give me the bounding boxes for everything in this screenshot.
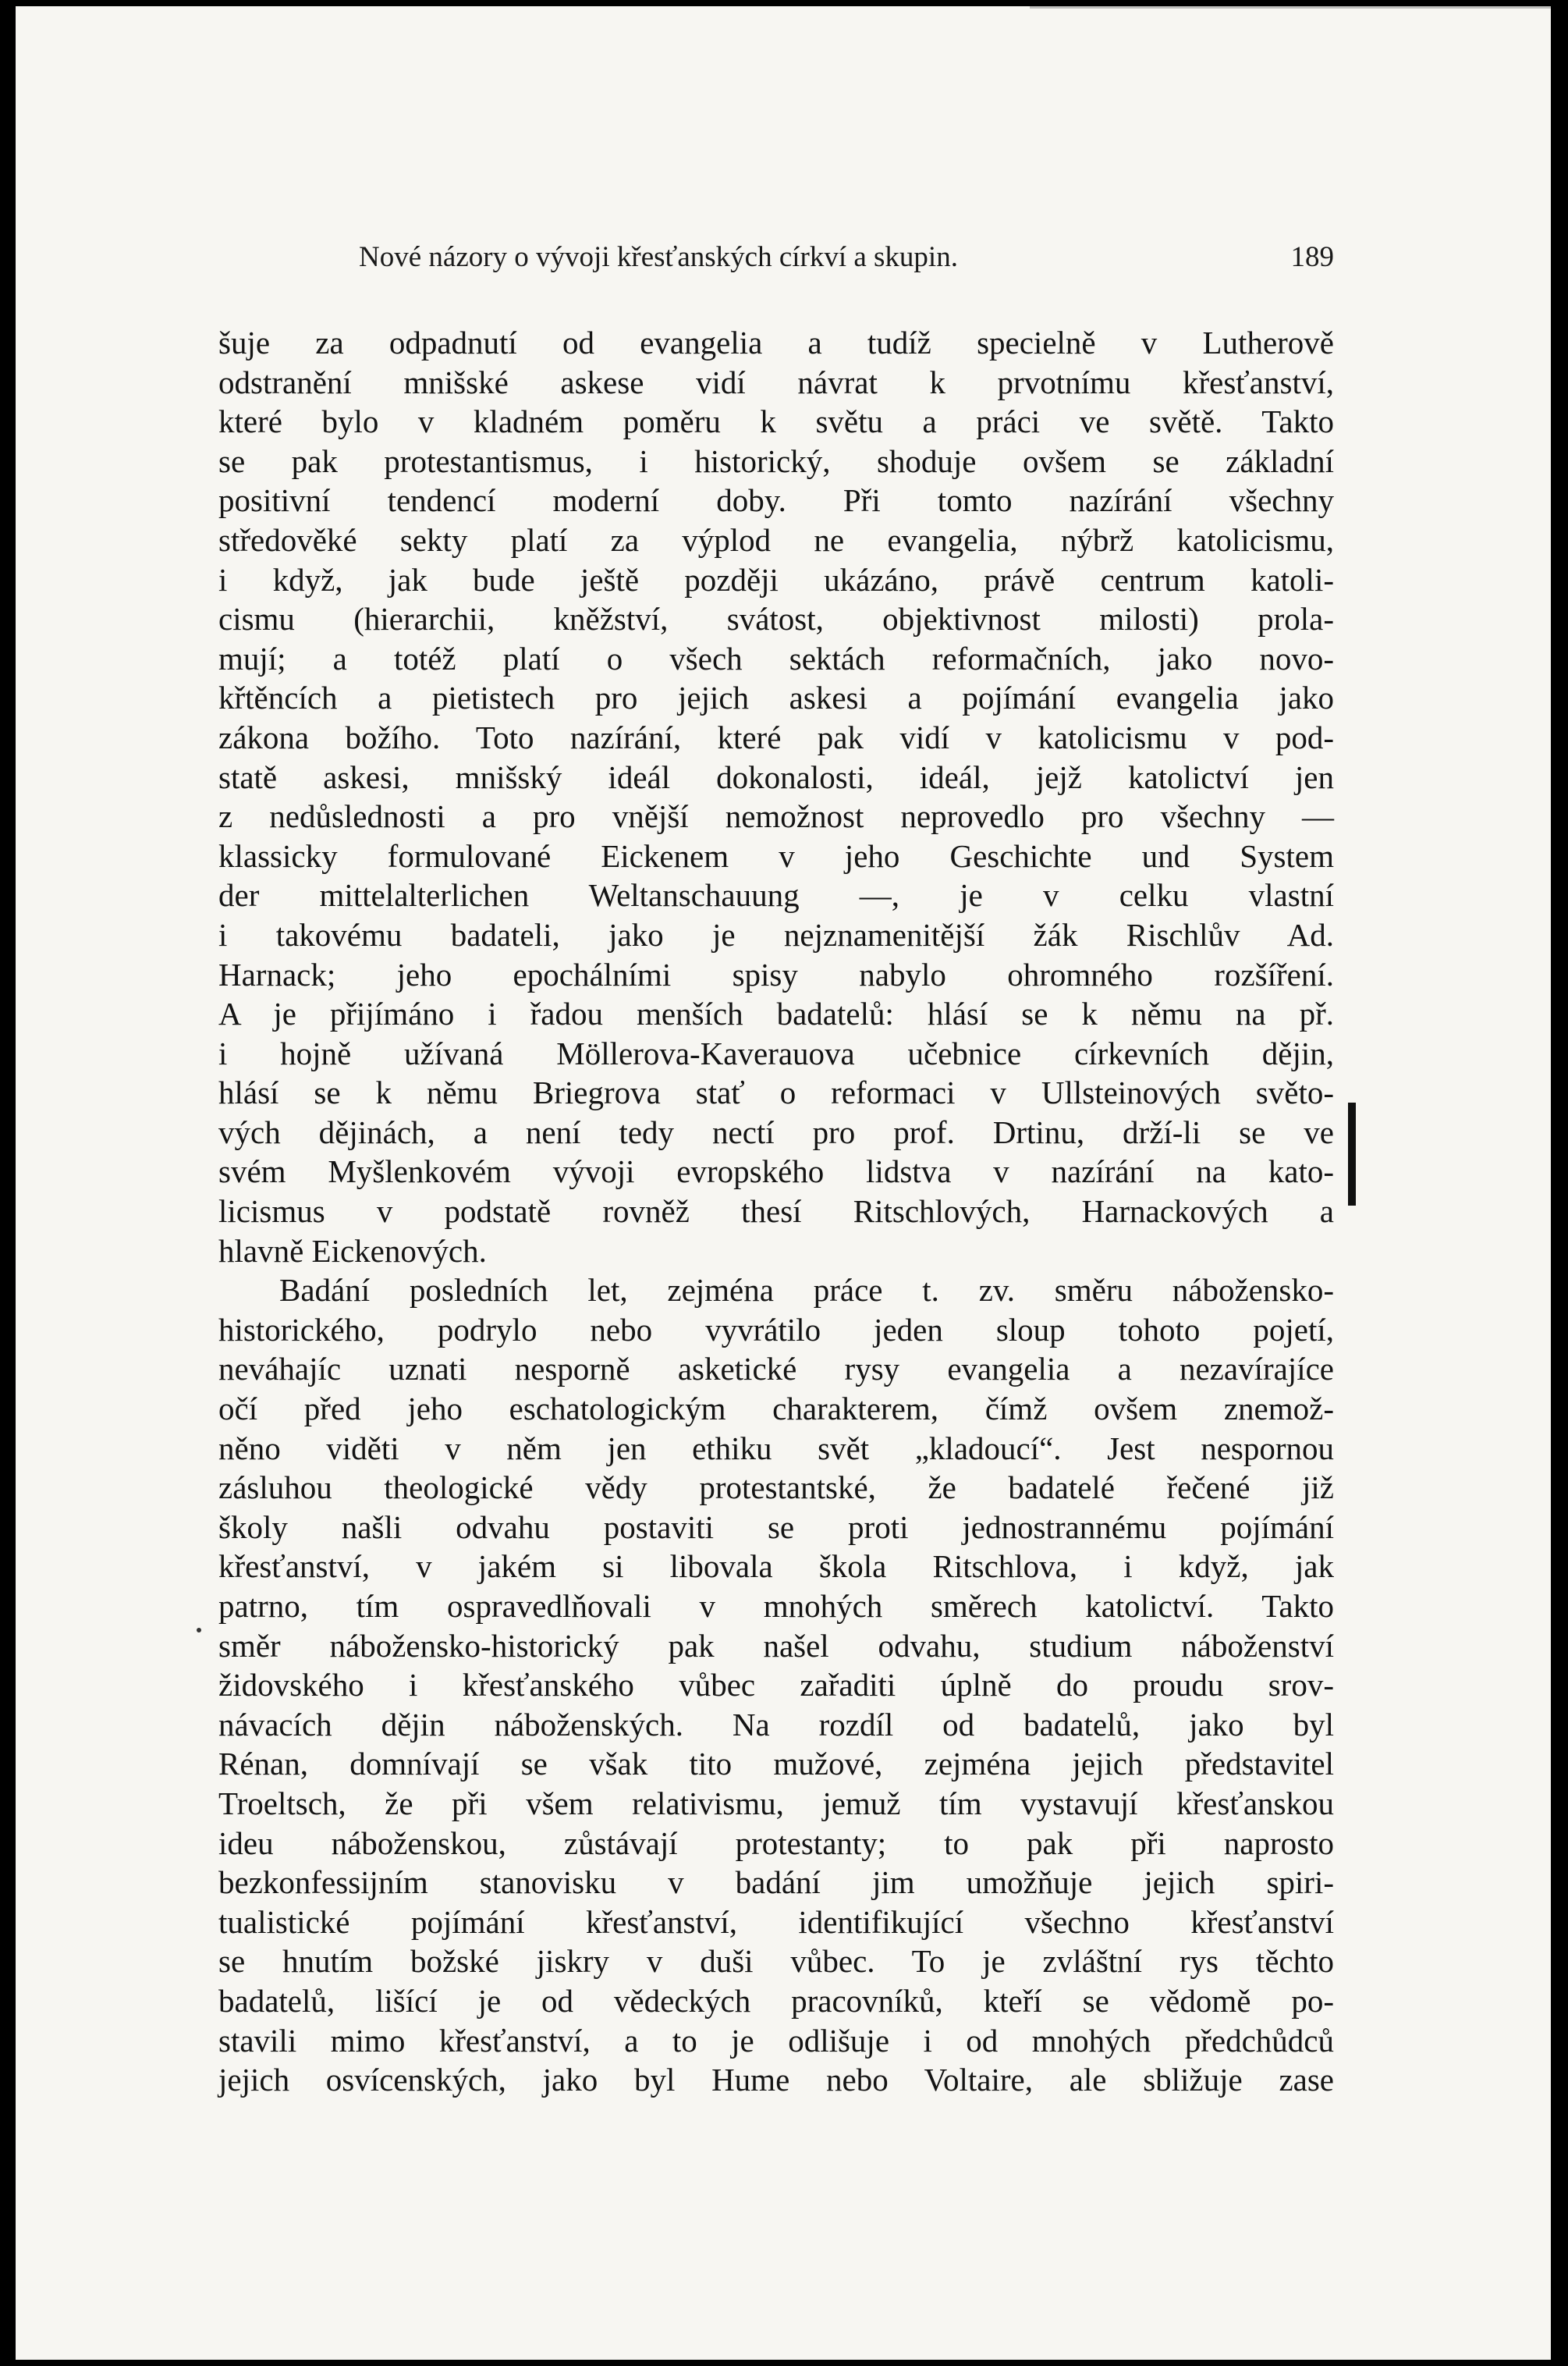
text-line: Harnack; jeho epochálními spisy nabylo ohromného rozšíření. (218, 956, 1334, 993)
text-line: šuje za odpadnutí od evangelia a tudíž specielně v Lutherově (218, 325, 1334, 361)
text-line: klassicky formulované Eickenem v jeho Geschichte und System (218, 837, 1334, 874)
text-line: z nedůslednosti a pro vnější nemožnost neprovedlo pro všechny — (218, 798, 1334, 835)
text-line: které bylo v kladném poměru k světu a práci ve světě. Takto (218, 403, 1334, 440)
text-line: křtěncích a pietistech pro jejich askesi a pojímání evangelia jako (218, 680, 1334, 716)
text-line: školy našli odvahu postaviti se proti jednostrannému pojímání (218, 1508, 1334, 1545)
text-line: křesťanství, v jakém si libovala škola Ritschlova, i když, jak (218, 1548, 1334, 1585)
text-line: i takovému badateli, jako je nejznamenitější žák Rischlův Ad. (218, 916, 1334, 953)
text-line: mují; a totéž platí o všech sektách reformačních, jako novo- (218, 640, 1334, 677)
text-line: směr nábožensko-historický pak našel odvahu, studium náboženství (218, 1627, 1334, 1664)
text-line: středověké sekty platí za výplod ne evangelia, nýbrž katolicismu, (218, 521, 1334, 558)
binding-edge-right (1551, 0, 1568, 2366)
binding-edge-left (0, 0, 16, 2366)
text-line: cismu (hierarchii, kněžství, svátost, objektivnost milosti) prola- (218, 601, 1334, 638)
text-line: i hojně užívaná Möllerova-Kaverauova učebnice církevních dějin, (218, 1035, 1334, 1071)
text-line: neváhajíc uznati nesporně asketické rysy evangelia a nezavírajíce (218, 1351, 1334, 1387)
text-line: statě askesi, mnišský ideál dokonalosti, ideál, jejž katolictví jen (218, 758, 1334, 795)
text-line: očí před jeho eschatologickým charakterem, čímž ovšem znemož- (218, 1391, 1334, 1427)
text-line: židovského i křesťanského vůbec zařaditi úplně do proudu srov- (218, 1667, 1334, 1703)
text-line: hlásí se k němu Briegrova stať o reformaci v Ullsteinových světo- (218, 1075, 1334, 1111)
text-line: svém Myšlenkovém vývoji evropského lidstva v nazírání na kato- (218, 1153, 1334, 1190)
text-line: historického, podrylo nebo vyvrátilo jeden sloup tohoto pojetí, (218, 1311, 1334, 1348)
text-line: bezkonfessijním stanovisku v badání jim umožňuje jejich spiri- (218, 1864, 1334, 1901)
text-line: se hnutím božské jiskry v duši vůbec. To je zvláštní rys těchto (218, 1943, 1334, 1980)
text-line: zásluhou theologické vědy protestantské, že badatelé řečené již (218, 1469, 1334, 1506)
text-line: positivní tendencí moderní doby. Při tomto nazírání všechny (218, 482, 1334, 519)
text-line: se pak protestantismus, i historický, shoduje ovšem se základní (218, 442, 1334, 479)
text-line: zákona božího. Toto nazírání, které pak vidí v katolicismu v pod- (218, 719, 1334, 755)
text-line: i když, jak bude ještě později ukázáno, právě centrum katoli- (218, 561, 1334, 598)
paragraph-2 (218, 1270, 1334, 2099)
text-line: ideu náboženskou, zůstávají protestanty; to pak při naprosto (218, 1824, 1334, 1861)
page-body (218, 323, 1334, 2100)
paragraph-1 (218, 323, 1334, 1270)
text-line: návacích dějin náboženských. Na rozdíl od badatelů, jako byl (218, 1706, 1334, 1743)
text-line: Rénan, domnívají se však tito mužové, zejména jejich představitel (218, 1746, 1334, 1782)
text-line: badatelů, lišící je od vědeckých pracovníků, kteří se vědomě po- (218, 1982, 1334, 2019)
text-line: odstranění mnišské askese vidí návrat k prvotnímu křesťanství, (218, 364, 1334, 400)
text-line: vých dějinách, a není tedy nectí pro prof. Drtinu, drží-li se ve (218, 1114, 1334, 1150)
text-line: tualistické pojímání křesťanství, identifikující všechno křesťanství (218, 1903, 1334, 1940)
text-line: Badání posledních let, zejména práce t. zv. směru nábožensko- (279, 1272, 1334, 1309)
text-line: jejich osvícenských, jako byl Hume nebo Voltaire, ale sbližuje zase (218, 2062, 1334, 2098)
text-line: něno viděti v něm jen ethiku svět „kladoucí“. Jest nespornou (218, 1430, 1334, 1466)
book-page (16, 6, 1551, 2360)
running-title: Nové názory o vývoji křesťanských církví a skupin. (359, 241, 958, 273)
margin-dot-mark (197, 1628, 201, 1632)
margin-bar-mark (1348, 1103, 1356, 1206)
text-line: patrno, tím ospravedlňovali v mnohých směrech katolictví. Takto (218, 1588, 1334, 1624)
text-line: stavili mimo křesťanství, a to je odlišuje i od mnohých předchůdců (218, 2022, 1334, 2059)
text-line: A je přijímáno i řadou menších badatelů: hlásí se k němu na př. (218, 996, 1334, 1032)
text-line: hlavně Eickenových. (218, 1232, 487, 1269)
text-line: Troeltsch, že při všem relativismu, jemuž tím vystavují křesťanskou (218, 1785, 1334, 1821)
text-line: licismus v podstatě rovněž thesí Ritschlových, Harnackových a (218, 1193, 1334, 1230)
page-number: 189 (1290, 241, 1334, 273)
text-line: der mittelalterlichen Weltanschauung —, je v celku vlastní (218, 877, 1334, 914)
page-top-edge (1030, 6, 1551, 9)
